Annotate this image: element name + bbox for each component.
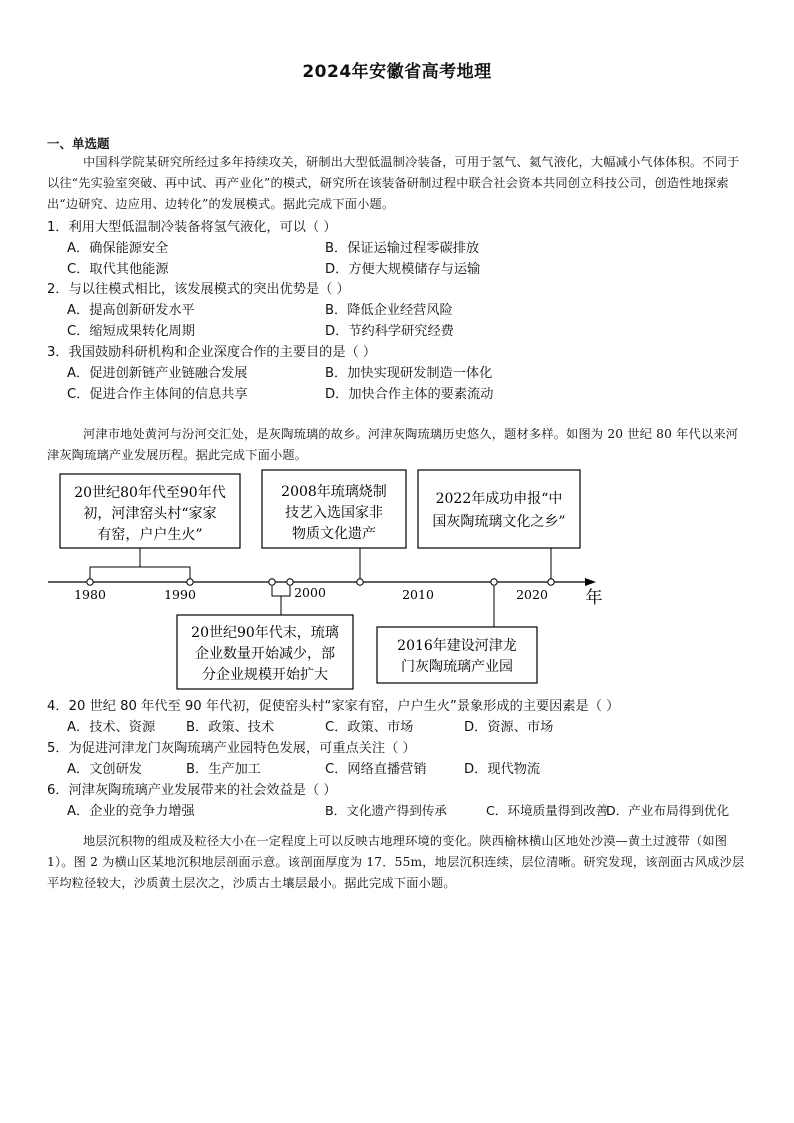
question-3-stem: 3．我国鼓励科研机构和企业深度合作的主要目的是（ ） bbox=[47, 345, 377, 360]
timeline-box-2022 bbox=[418, 470, 580, 548]
question-6-stem: 6．河津灰陶琉璃产业发展带来的社会效益是（ ） bbox=[47, 783, 337, 798]
axis-unit-label: 年 bbox=[585, 588, 603, 608]
event-marker-2000 bbox=[287, 579, 293, 585]
q1-option-b[interactable]: B．保证运输过程零碳排放 bbox=[325, 241, 480, 256]
q2-option-c[interactable]: C．缩短成果转化周期 bbox=[67, 324, 195, 339]
box2-line2: 技艺入选国家非 bbox=[285, 505, 383, 521]
q1-option-d[interactable]: D．方便大规模储存与运输 bbox=[325, 262, 481, 277]
event-marker-2016 bbox=[491, 579, 497, 585]
q6-option-b[interactable]: B．文化遗产得到传承 bbox=[325, 803, 447, 818]
q5-option-d[interactable]: D．现代物流 bbox=[464, 762, 541, 777]
box2-line3: 物质文化遗产 bbox=[292, 526, 376, 542]
box5-line1: 2016年建设河津龙 bbox=[397, 638, 517, 654]
question-2-stem: 2．与以往模式相比，该发展模式的突出优势是（ ） bbox=[47, 282, 350, 297]
q4-option-c[interactable]: C．政策、市场 bbox=[325, 720, 414, 735]
question-5-stem: 5．为促进河津龙门灰陶琉璃产业园特色发展，可重点关注（ ） bbox=[47, 741, 416, 756]
connector-box1-1991 bbox=[140, 567, 190, 582]
box5-line2: 门灰陶琉璃产业园 bbox=[401, 659, 513, 675]
tick-1990: 1990 bbox=[164, 587, 196, 602]
tick-2010: 2010 bbox=[402, 587, 434, 602]
tick-2020: 2020 bbox=[516, 587, 548, 602]
q4-option-a[interactable]: A．技术、资源 bbox=[67, 720, 156, 735]
q2-option-b[interactable]: B．降低企业经营风险 bbox=[325, 303, 453, 318]
box3-line2: 国灰陶琉璃文化之乡” bbox=[432, 514, 566, 530]
box2-line1: 2008年琉璃烧制 bbox=[281, 484, 387, 500]
q4-option-d[interactable]: D．资源、市场 bbox=[464, 720, 554, 735]
q5-option-c[interactable]: C．网络直播营销 bbox=[325, 762, 427, 777]
event-marker-2008 bbox=[357, 579, 363, 585]
connector-box4-bracket bbox=[272, 586, 290, 596]
q2-option-d[interactable]: D．节约科学研究经费 bbox=[325, 324, 454, 339]
q3-option-b[interactable]: B．加快实现研发制造一体化 bbox=[325, 366, 493, 381]
q6-option-d[interactable]: D．产业布局得到优化 bbox=[606, 803, 730, 818]
section-heading: 一、单选题 bbox=[47, 136, 110, 151]
box1-line3: 有窑，户户生火” bbox=[97, 527, 203, 543]
event-marker-1980 bbox=[87, 579, 93, 585]
tick-1980: 1980 bbox=[74, 587, 106, 602]
connector-box1-1980 bbox=[90, 548, 140, 582]
question-1-stem: 1．利用大型低温制冷装备将氢气液化，可以（ ） bbox=[47, 220, 337, 235]
q3-option-a[interactable]: A．促进创新链产业链融合发展 bbox=[67, 366, 248, 381]
q4-option-b[interactable]: B．政策、技术 bbox=[186, 720, 275, 735]
q5-option-a[interactable]: A．文创研发 bbox=[67, 762, 142, 777]
passage-1: 中国科学院某研究所经过多年持续攻关，研制出大型低温制冷装备，可用于氢气、氦气液化，大幅减小气体体积。不同于以往“先实验室突破、再中试、再产业化”的模式，研究所在该装备研制过程中联合社会资本共同创立科技公司，创造性地探索出“边研究、边应用、边转化”的发展模式。据此完成下面小题。 bbox=[47, 155, 740, 211]
box1-line1: 20世纪80年代至90年代 bbox=[74, 485, 226, 501]
passage-3: 地层沉积物的组成及粒径大小在一定程度上可以反映古地理环境的变化。陕西榆林横山区地处沙漠—黄土过渡带（如图1）。图 2 为横山区某地沉积地层剖面示意。该剖面厚度为 17．55m，地层沉积连续，层位清晰。研究发现，该剖面古风成沙层平均粒径较大，沙质黄土层次之，沙质古土壤层最小。据此完成下面小题。 bbox=[47, 834, 745, 890]
q3-option-d[interactable]: D．加快合作主体的要素流动 bbox=[325, 387, 494, 402]
event-marker-1998 bbox=[269, 579, 275, 585]
box1-line2: 初，河津窑头村“家家 bbox=[83, 506, 217, 522]
passage-2: 河津市地处黄河与汾河交汇处，是灰陶琉璃的故乡。河津灰陶琉璃历史悠久，题材多样。如图为 20 世纪 80 年代以来河津灰陶琉璃产业发展历程。据此完成下面小题。 bbox=[47, 427, 739, 462]
event-marker-2022 bbox=[548, 579, 554, 585]
event-marker-1991 bbox=[187, 579, 193, 585]
q6-option-c[interactable]: C．环境质量得到改善 bbox=[486, 803, 609, 818]
box3-line1: 2022年成功申报“中 bbox=[435, 491, 563, 507]
page-title: 2024年安徽省高考地理 bbox=[302, 62, 492, 82]
box4-line1: 20世纪90年代末，琉璃 bbox=[191, 625, 339, 641]
q1-option-c[interactable]: C．取代其他能源 bbox=[67, 262, 169, 277]
timeline-axis-arrow bbox=[585, 578, 596, 586]
q5-option-b[interactable]: B．生产加工 bbox=[186, 762, 261, 777]
box4-line2: 企业数量开始减少，部 bbox=[195, 646, 335, 662]
q6-option-a[interactable]: A．企业的竞争力增强 bbox=[67, 804, 195, 819]
box4-line3: 分企业规模开始扩大 bbox=[202, 667, 328, 683]
q3-option-c[interactable]: C．促进合作主体间的信息共享 bbox=[67, 387, 248, 402]
q2-option-a[interactable]: A．提高创新研发水平 bbox=[67, 303, 195, 318]
question-4-stem: 4．20 世纪 80 年代至 90 年代初，促使窑头村“家家有窑，户户生火”景象形成的主要因素是（ ） bbox=[47, 699, 620, 714]
tick-2000: 2000 bbox=[294, 585, 326, 600]
q1-option-a[interactable]: A．确保能源安全 bbox=[67, 241, 169, 256]
